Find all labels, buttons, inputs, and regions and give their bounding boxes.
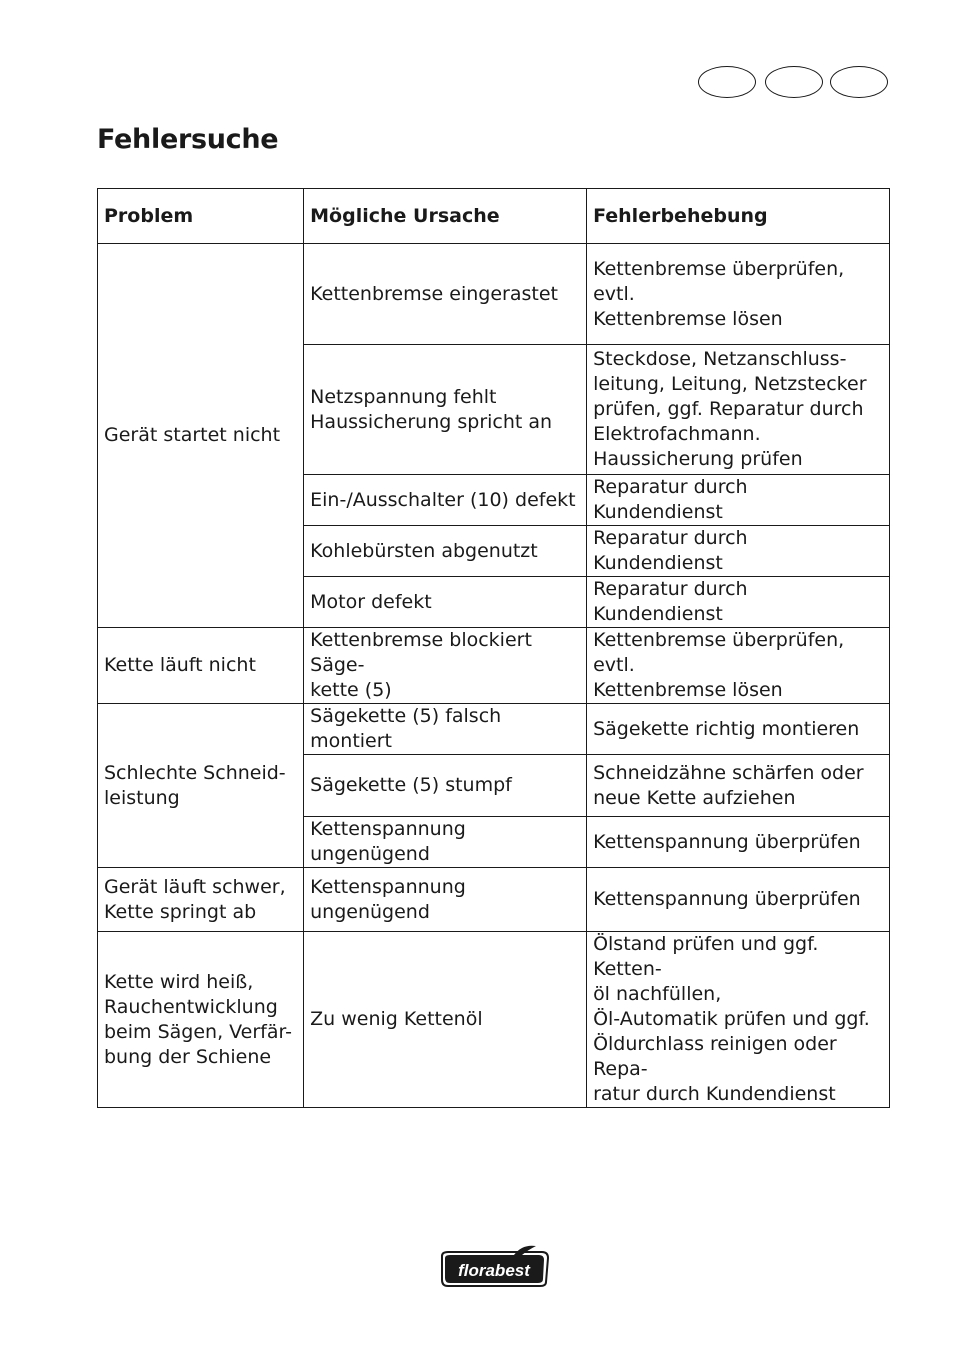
cause-cell: Kettenbremse blockiert Säge- kette (5) [304,628,587,704]
remedy-cell: Kettenbremse überprüfen, evtl. Kettenbremse lösen [587,244,890,345]
remedy-cell: Reparatur durch Kundendienst [587,475,890,526]
cause-cell: Sägekette (5) falsch montiert [304,704,587,755]
brand-name: florabest [458,1261,530,1280]
cause-cell: Sägekette (5) stumpf [304,755,587,817]
remedy-cell: Ölstand prüfen und ggf. Ketten- öl nachfüllen, Öl-Automatik prüfen und ggf. Öldurchlass reinigen oder Repa- ratur durch Kundendienst [587,932,890,1108]
header-cause: Mögliche Ursache [304,189,587,244]
remedy-cell: Kettenspannung überprüfen [587,817,890,868]
problem-cell: Schlechte Schneid- leistung [98,704,304,868]
problem-cell: Kette wird heiß, Rauchentwicklung beim Sägen, Verfär- bung der Schiene [98,932,304,1108]
language-badge-2 [765,66,823,98]
remedy-cell: Kettenspannung überprüfen [587,868,890,932]
troubleshooting-table [97,188,890,1108]
table-row [98,868,890,932]
problem-cell: Kette läuft nicht [98,628,304,704]
cause-cell: Kettenspannung ungenügend [304,868,587,932]
table-row [98,704,890,755]
table-row [98,628,890,704]
header-remedy: Fehlerbehebung [587,189,890,244]
cause-cell: Ein-/Ausschalter (10) defekt [304,475,587,526]
language-badge-3 [830,66,888,98]
table-row [98,932,890,1108]
cause-cell: Zu wenig Kettenöl [304,932,587,1108]
cause-cell: Kettenbremse eingerastet [304,244,587,345]
cause-cell: Kohlebürsten abgenutzt [304,526,587,577]
remedy-cell: Reparatur durch Kundendienst [587,577,890,628]
remedy-cell: Sägekette richtig montieren [587,704,890,755]
remedy-cell: Reparatur durch Kundendienst [587,526,890,577]
remedy-cell: Steckdose, Netzanschluss- leitung, Leitung, Netzstecker prüfen, ggf. Reparatur durch Elektrofachmann. Haussicherung prüfen [587,345,890,475]
cause-cell: Netzspannung fehlt Haussicherung spricht an [304,345,587,475]
table-row [98,244,890,345]
language-badges [698,66,890,100]
remedy-cell: Kettenbremse überprüfen, evtl. Kettenbremse lösen [587,628,890,704]
florabest-logo [438,1244,552,1290]
remedy-cell: Schneidzähne schärfen oder neue Kette aufziehen [587,755,890,817]
table-header-row [98,189,890,244]
language-badge-1 [698,66,756,98]
problem-cell: Gerät läuft schwer, Kette springt ab [98,868,304,932]
cause-cell: Motor defekt [304,577,587,628]
cause-cell: Kettenspannung ungenügend [304,817,587,868]
header-problem: Problem [98,189,304,244]
page-title: Fehlersuche [97,124,279,155]
problem-cell: Gerät startet nicht [98,244,304,628]
